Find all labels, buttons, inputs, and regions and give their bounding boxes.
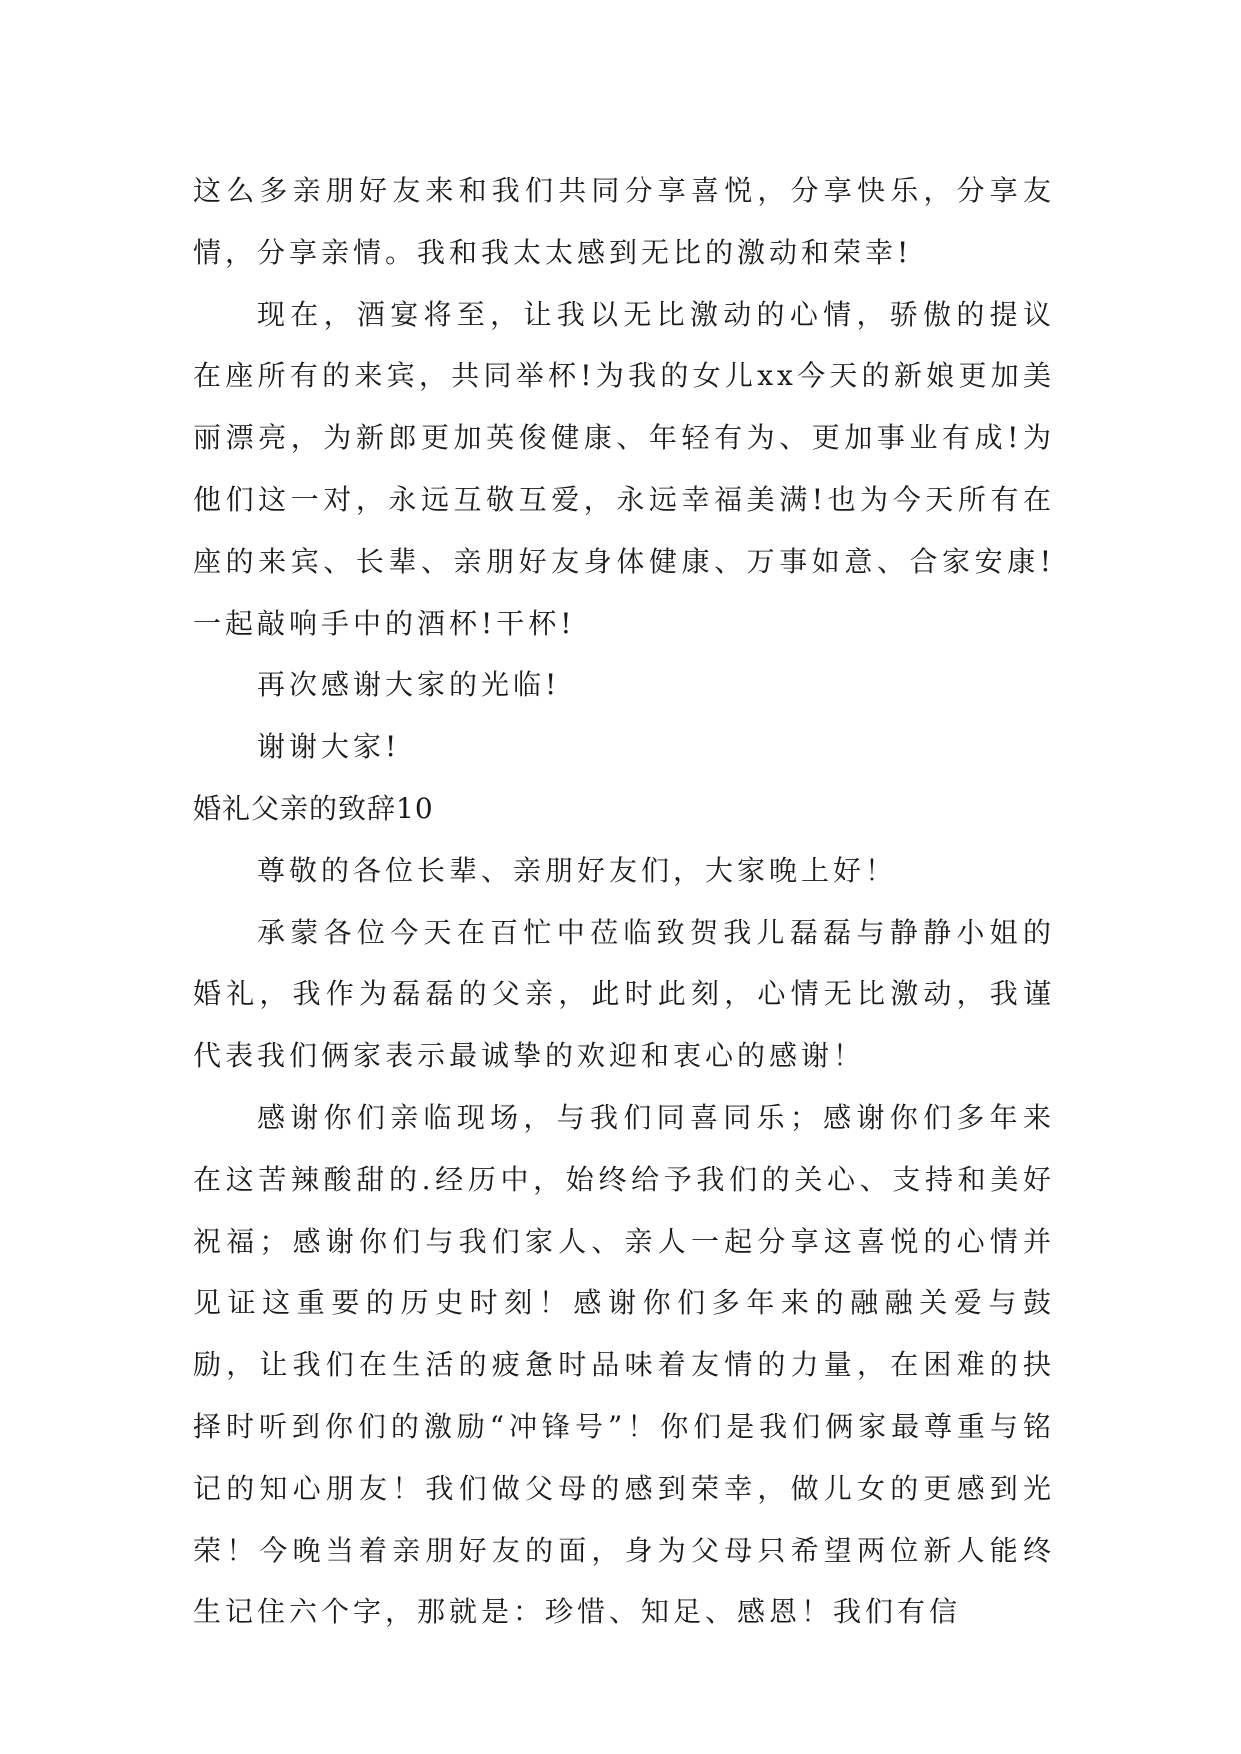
continuation-paragraph: 这么多亲朋好友来和我们共同分享喜悦，分享快乐，分享友情，分享亲情。我和我太太感到无比的激动和荣幸! bbox=[193, 174, 1055, 269]
section-title: 婚礼父亲的致辞10 bbox=[193, 791, 434, 825]
thanks-again-paragraph: 再次感谢大家的光临! bbox=[257, 668, 561, 702]
greeting-paragraph: 尊敬的各位长辈、亲朋好友们，大家晚上好！ bbox=[257, 853, 898, 887]
welcome-paragraph: 承蒙各位今天在百忙中莅临致贺我儿磊磊与静静小姐的婚礼，我作为磊磊的父亲，此时此刻，心情无比激动，我谨代表我们俩家表示最诚挚的欢迎和衷心的感谢！ bbox=[193, 915, 1055, 1073]
gratitude-paragraph: 感谢你们亲临现场，与我们同喜同乐；感谢你们多年来在这苦辣酸甜的.经历中，始终给予我们的关心、支持和美好祝福；感谢你们与我们家人、亲人一起分享这喜悦的心情并见证这重要的历史时刻！感谢你们多年来的融融关爱与鼓励，让我们在生活的疲惫时品味着友情的力量，在困难的抉择时听到你们的激励“冲锋号”！你们是我们俩家最尊重与铭记的知心朋友！我们做父母的感到荣幸，做儿女的更感到光荣！今晚当着亲朋好友的面，身为父母只希望两位新人能终生记住六个字，那就是：珍惜、知足、感恩！我们有信 bbox=[193, 1100, 1055, 1629]
document-body bbox=[193, 160, 1055, 1643]
thank-you-paragraph: 谢谢大家! bbox=[257, 730, 401, 764]
toast-paragraph: 现在，酒宴将至，让我以无比激动的心情，骄傲的提议在座所有的来宾，共同举杯!为我的女儿xx今天的新娘更加美丽漂亮，为新郎更加英俊健康、年轻有为、更加事业有成!为他们这一对，永远互敬互爱，永远幸福美满!也为今天所有在座的来宾、长辈、亲朋好友身体健康、万事如意、合家安康!一起敲响手中的酒杯!干杯! bbox=[193, 297, 1055, 640]
